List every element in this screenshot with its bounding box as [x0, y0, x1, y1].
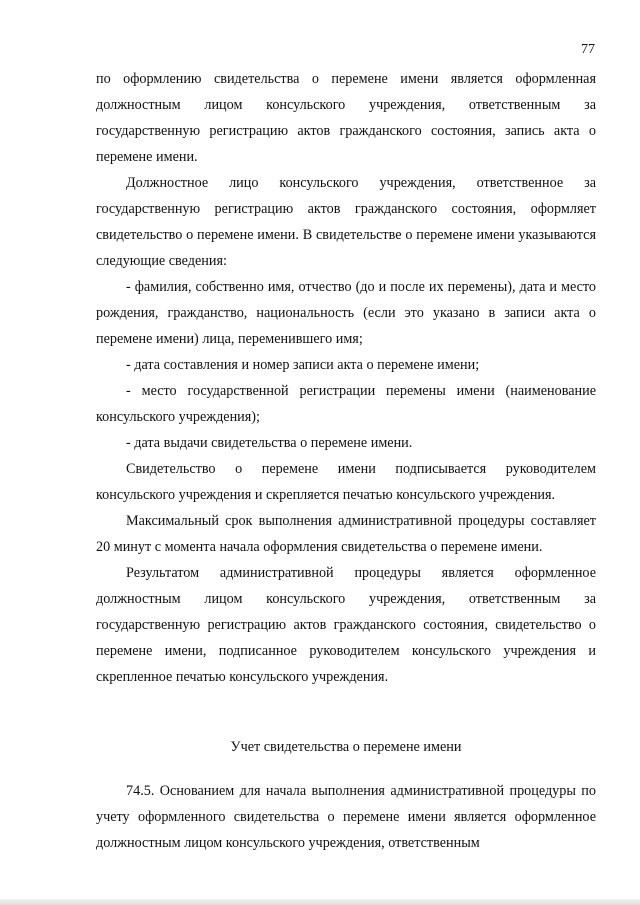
document-body	[96, 66, 596, 856]
paragraph-signature: Свидетельство о перемене имени подписывается руководителем консульского учреждения и скрепляется печатью консульского учреждения.	[96, 461, 596, 503]
paragraph-1: по оформлению свидетельства о перемене имени является оформленная должностным лицом консульского учреждения, ответственным за государственную регистрацию актов гражданского состояния, запись акта о перемене имени.	[96, 71, 596, 165]
page-number: 77	[581, 42, 595, 57]
list-item-3: - место государственной регистрации перемены имени (наименование консульского учреждения);	[96, 383, 596, 425]
list-item-1: - фамилия, собственно имя, отчество (до и после их перемены), дата и место рождения, гражданство, национальность (если это указано в записи акта о перемене имени) лица, переменившего имя;	[96, 279, 596, 347]
paragraph-2: Должностное лицо консульского учреждения, ответственное за государственную регистрацию актов гражданского состояния, оформляет свидетельство о перемене имени. В свидетельстве о перемене имени указываются следующие сведения:	[96, 175, 596, 269]
paragraph-result: Результатом административной процедуры является оформленное должностным лицом консульского учреждения, ответственным за государственную регистрацию актов гражданского состояния, свидетельство о перемене имени, подписанное руководителем консульского учреждения и скрепленное печатью консульского учреждения.	[96, 565, 596, 685]
paragraph-74-5: 74.5. Основанием для начала выполнения административной процедуры по учету оформленного свидетельства о перемене имени является оформленное должностным лицом консульского учреждения, ответственным	[96, 783, 596, 851]
page-bottom-edge	[0, 899, 640, 905]
list-item-4: - дата выдачи свидетельства о перемене имени.	[126, 435, 413, 451]
section-title: Учет свидетельства о перемене имени	[230, 739, 462, 755]
paragraph-max-time: Максимальный срок выполнения административной процедуры составляет 20 минут с момента начала оформления свидетельства о перемене имени.	[96, 513, 596, 555]
list-item-2: - дата составления и номер записи акта о перемене имени;	[126, 357, 480, 373]
